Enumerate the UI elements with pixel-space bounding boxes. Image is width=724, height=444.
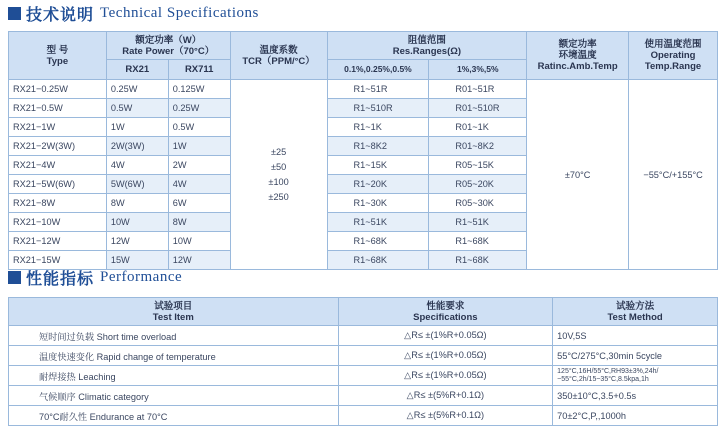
rx21-cell: 4W xyxy=(106,156,168,175)
type-cell: RX21−12W xyxy=(9,232,107,251)
header-test-method: 试验方法 Test Method xyxy=(553,298,718,326)
table-row xyxy=(9,386,718,406)
rx21-cell: 2W(3W) xyxy=(106,137,168,156)
res-range-standard-cell: R05~15K xyxy=(429,156,527,175)
header-operating-temp: 使用温度范围 Operating Temp.Range xyxy=(629,32,718,80)
rx21-cell: 1W xyxy=(106,118,168,137)
tcr-value: ±50 xyxy=(270,161,287,172)
res-range-precision-cell: R1~20K xyxy=(327,175,429,194)
type-cell: RX21−10W xyxy=(9,213,107,232)
rx711-cell: 2W xyxy=(168,156,230,175)
tech-title-en: Technical Specifications xyxy=(100,4,259,21)
header-amb-temp: 额定功率 环境温度 Ratinc.Amb.Temp xyxy=(527,32,629,80)
performance-table xyxy=(8,297,718,426)
res-range-precision-cell: R1~68K xyxy=(327,232,429,251)
section-square-icon xyxy=(8,7,21,20)
table-row xyxy=(9,366,718,386)
tcr-value: ±100 xyxy=(268,176,289,187)
rx711-cell: 0.25W xyxy=(168,99,230,118)
tcr-value: ±25 xyxy=(270,146,287,157)
header-res-sub1: 0.1%,0.25%,0.5% xyxy=(327,60,429,80)
rx21-cell: 8W xyxy=(106,194,168,213)
type-cell: RX21−4W xyxy=(9,156,107,175)
rx21-cell: 0.25W xyxy=(106,80,168,99)
tcr-value: ±250 xyxy=(268,191,289,202)
test-item-cell: 温度快速变化 Rapid change of temperature xyxy=(9,346,339,366)
rx711-cell: 8W xyxy=(168,213,230,232)
test-method-cell: 70±2°C,P,,1000h xyxy=(553,406,718,426)
header-type: 型 号 Type xyxy=(9,32,107,80)
res-range-standard-cell: R01~8K2 xyxy=(429,137,527,156)
tcr-values-cell xyxy=(230,80,327,270)
header-rx21: RX21 xyxy=(106,60,168,80)
test-method-cell: 350±10°C,3.5+0.5s xyxy=(553,386,718,406)
test-item-cell: 气候顺序 Climatic category xyxy=(9,386,339,406)
test-method-cell: 125°C,16H/55°C,RH93±3%,24h/−55°C,2h/15~35°C,8.5kpa,1h xyxy=(553,366,718,386)
header-tcr: 温度系数 TCR（PPM/°C） xyxy=(230,32,327,80)
rx21-cell: 5W(6W) xyxy=(106,175,168,194)
table-row xyxy=(9,80,718,99)
perf-title-en: Performance xyxy=(100,268,183,285)
res-range-precision-cell: R1~51K xyxy=(327,213,429,232)
rx21-cell: 10W xyxy=(106,213,168,232)
type-cell: RX21−2W(3W) xyxy=(9,137,107,156)
section-square-icon xyxy=(8,271,21,284)
header-res-sub2: 1%,3%,5% xyxy=(429,60,527,80)
test-method-cell: 55°C/275°C,30min 5cycle xyxy=(553,346,718,366)
spec-cell: △R≤ ±(1%R+0.05Ω) xyxy=(338,366,553,386)
res-range-standard-cell: R01~1K xyxy=(429,118,527,137)
type-cell: RX21−15W xyxy=(9,251,107,270)
res-range-standard-cell: R05~30K xyxy=(429,194,527,213)
spec-cell: △R≤ ±(5%R+0.1Ω) xyxy=(338,386,553,406)
rx21-cell: 15W xyxy=(106,251,168,270)
res-range-precision-cell: R1~8K2 xyxy=(327,137,429,156)
rx711-cell: 12W xyxy=(168,251,230,270)
test-item-cell: 短时间过负载 Short time overload xyxy=(9,326,339,346)
rx711-cell: 10W xyxy=(168,232,230,251)
tech-title-cn: 技术说明 xyxy=(26,6,95,24)
header-res-ranges: 阻值范围 Res.Ranges(Ω) xyxy=(327,32,527,60)
test-item-cell: 70°C耐久性 Endurance at 70°C xyxy=(9,406,339,426)
operating-range-cell: −55°C/+155°C xyxy=(629,80,718,270)
res-range-precision-cell: R1~68K xyxy=(327,251,429,270)
spec-cell: △R≤ ±(5%R+0.1Ω) xyxy=(338,406,553,426)
header-test-item: 试验项目 Test Item xyxy=(9,298,339,326)
header-rx711: RX711 xyxy=(168,60,230,80)
tech-spec-title xyxy=(8,2,259,24)
amb-temp-cell: ±70°C xyxy=(527,80,629,270)
res-range-precision-cell: R1~1K xyxy=(327,118,429,137)
res-range-standard-cell: R01~510R xyxy=(429,99,527,118)
table-row xyxy=(9,326,718,346)
header-rate-power: 额定功率（W） Rate Power（70°C） xyxy=(106,32,230,60)
perf-title-cn: 性能指标 xyxy=(26,270,95,288)
spec-cell: △R≤ ±(1%R+0.05Ω) xyxy=(338,326,553,346)
type-cell: RX21−1W xyxy=(9,118,107,137)
type-cell: RX21−0.5W xyxy=(9,99,107,118)
res-range-precision-cell: R1~51R xyxy=(327,80,429,99)
performance-title xyxy=(8,266,182,288)
tech-spec-table xyxy=(8,31,718,270)
res-range-standard-cell: R1~68K xyxy=(429,232,527,251)
test-item-cell: 耐焊接热 Leaching xyxy=(9,366,339,386)
res-range-standard-cell: R1~51K xyxy=(429,213,527,232)
type-cell: RX21−5W(6W) xyxy=(9,175,107,194)
res-range-standard-cell: R05~20K xyxy=(429,175,527,194)
res-range-standard-cell: R01~51R xyxy=(429,80,527,99)
rx21-cell: 12W xyxy=(106,232,168,251)
res-range-precision-cell: R1~15K xyxy=(327,156,429,175)
rx21-cell: 0.5W xyxy=(106,99,168,118)
test-method-cell: 10V,5S xyxy=(553,326,718,346)
rx711-cell: 1W xyxy=(168,137,230,156)
header-specifications: 性能要求 Specifications xyxy=(338,298,553,326)
rx711-cell: 0.5W xyxy=(168,118,230,137)
res-range-precision-cell: R1~510R xyxy=(327,99,429,118)
rx711-cell: 6W xyxy=(168,194,230,213)
table-row xyxy=(9,406,718,426)
rx711-cell: 4W xyxy=(168,175,230,194)
res-range-standard-cell: R1~68K xyxy=(429,251,527,270)
rx711-cell: 0.125W xyxy=(168,80,230,99)
type-cell: RX21−0.25W xyxy=(9,80,107,99)
spec-cell: △R≤ ±(1%R+0.05Ω) xyxy=(338,346,553,366)
table-row xyxy=(9,346,718,366)
type-cell: RX21−8W xyxy=(9,194,107,213)
res-range-precision-cell: R1~30K xyxy=(327,194,429,213)
